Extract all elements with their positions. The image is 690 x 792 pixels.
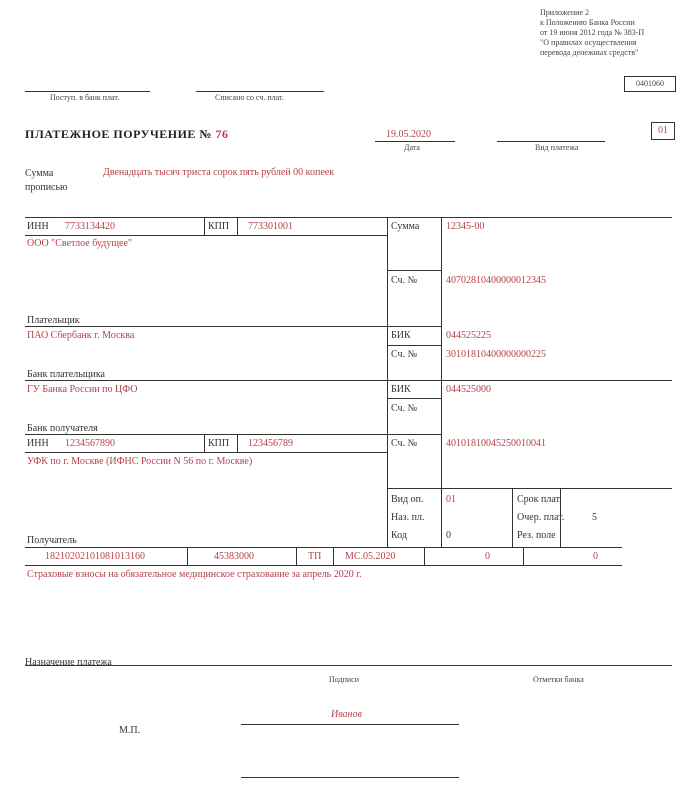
payer-bank-corr: 30101810400000000225 [446, 349, 546, 360]
payment-date: 19.05.2020 [386, 129, 431, 140]
purpose-code-label: Наз. пл. [391, 512, 425, 523]
debited-label: Списано со сч. плат. [215, 93, 284, 102]
amount-words-label-2: прописью [25, 182, 68, 193]
form-code: 0401060 [636, 79, 664, 88]
grid-line [333, 547, 334, 565]
signature-line-2 [241, 777, 459, 778]
payer-bank-label: Банк плательщика [27, 369, 105, 380]
payer-bank-bik-label: БИК [391, 330, 411, 341]
annex-line: Приложение 2 [540, 8, 589, 17]
payer-name: ООО "Светлое будущее" [27, 238, 133, 249]
signature-line-1 [241, 724, 459, 725]
grid-line [25, 565, 622, 566]
payer-bank-bik: 044525225 [446, 330, 491, 341]
tax-doc-number: 0 [485, 551, 490, 562]
payer-account-label: Сч. № [391, 275, 418, 286]
recipient-inn: 1234567890 [65, 438, 115, 449]
recipient-bank-bik-label: БИК [391, 384, 411, 395]
tax-doc-date: 0 [593, 551, 598, 562]
tax-oktmo: 45383000 [214, 551, 254, 562]
recipient-bank-corr-label: Сч. № [391, 403, 418, 414]
code-label: Код [391, 530, 407, 541]
order-number: 76 [215, 127, 229, 141]
purpose-text: Страховые взносы на обязательное медицинское страхование за апрель 2020 г. [27, 569, 362, 580]
received-line [25, 91, 150, 92]
status-code-box [651, 122, 675, 140]
payer-kpp-label: КПП [208, 221, 230, 232]
grid-line [25, 235, 387, 236]
grid-line [237, 434, 238, 452]
grid-line [512, 488, 513, 547]
payer-bank-name: ПАО Сбербанк г. Москва [27, 330, 135, 341]
signatures-label: Подписи [329, 675, 360, 684]
tax-period: МС.05.2020 [345, 551, 396, 562]
amount-words-label [25, 167, 68, 195]
bank-marks-label: Отметки банка [533, 675, 584, 684]
annex-note [540, 8, 690, 58]
grid-line [237, 217, 238, 235]
grid-line [25, 452, 387, 453]
debited-line [196, 91, 324, 92]
grid-line [387, 345, 441, 346]
signature: Иванов [331, 709, 362, 720]
tax-basis: ТП [308, 551, 322, 562]
grid-line [204, 217, 205, 235]
due-label: Срок плат. [517, 494, 562, 505]
grid-line [441, 217, 442, 547]
recipient-inn-label: ИНН [27, 438, 49, 449]
received-label: Поступ. в банк плат. [50, 93, 120, 102]
payer-inn: 7733134420 [65, 221, 115, 232]
payer-sum: 12345-00 [446, 221, 485, 232]
op-type: 01 [446, 494, 456, 505]
payment-type-label: Вид платежа [535, 143, 579, 152]
recipient-bank-name: ГУ Банка России по ЦФО [27, 384, 138, 395]
status-code: 01 [658, 125, 668, 136]
payer-label: Плательщик [27, 315, 80, 326]
grid-line [387, 217, 388, 547]
purpose-label: Назначение платежа [25, 657, 112, 668]
payer-kpp: 773301001 [248, 221, 293, 232]
recipient-name: УФК по г. Москве (ИФНС России N 56 по г. Москве) [27, 456, 253, 467]
payer-inn-label: ИНН [27, 221, 49, 232]
op-type-label: Вид оп. [391, 494, 424, 505]
grid-line [25, 380, 672, 381]
recipient-kpp-label: КПП [208, 438, 230, 449]
date-line [375, 141, 455, 142]
page-title [25, 127, 228, 142]
grid-line [296, 547, 297, 565]
stamp-label: М.П. [119, 725, 141, 736]
grid-line [187, 547, 188, 565]
payment-type-line [497, 141, 605, 142]
grid-line [387, 488, 672, 489]
grid-line [25, 434, 441, 435]
grid-line [523, 547, 524, 565]
annex-line: перевода денежных средств" [540, 48, 639, 57]
tax-kbk: 18210202101081013160 [45, 551, 145, 562]
purpose-line [25, 665, 672, 666]
annex-line: к Положению Банка России [540, 18, 635, 27]
recipient-account: 40101810045250010041 [446, 438, 546, 449]
grid-line [387, 270, 441, 271]
grid-line [25, 547, 622, 548]
recipient-label: Получатель [27, 535, 77, 546]
form-code-box [624, 76, 676, 92]
code-value: 0 [446, 530, 451, 541]
amount-words-value: Двенадцать тысяч триста сорок пять рублей 00 копеек [103, 167, 335, 178]
grid-line [25, 217, 672, 218]
annex-line: "О правилах осуществления [540, 38, 637, 47]
title-prefix: ПЛАТЕЖНОЕ ПОРУЧЕНИЕ № [25, 127, 212, 141]
amount-words-label-1: Сумма [25, 168, 54, 179]
grid-line [204, 434, 205, 452]
reserve-label: Рез. поле [517, 530, 556, 541]
grid-line [424, 547, 425, 565]
date-label: Дата [404, 143, 420, 152]
recipient-bank-bik: 044525000 [446, 384, 491, 395]
order-value: 5 [592, 512, 597, 523]
annex-line: от 19 июня 2012 года № 383-П [540, 28, 645, 37]
payer-bank-corr-label: Сч. № [391, 349, 418, 360]
grid-line [25, 326, 441, 327]
grid-line [387, 398, 441, 399]
order-label: Очер. плат. [517, 512, 565, 523]
recipient-kpp: 123456789 [248, 438, 293, 449]
recipient-account-label: Сч. № [391, 438, 418, 449]
payer-account: 40702810400000012345 [446, 275, 546, 286]
payer-sum-label: Сумма [391, 221, 420, 232]
recipient-bank-label: Банк получателя [27, 423, 98, 434]
